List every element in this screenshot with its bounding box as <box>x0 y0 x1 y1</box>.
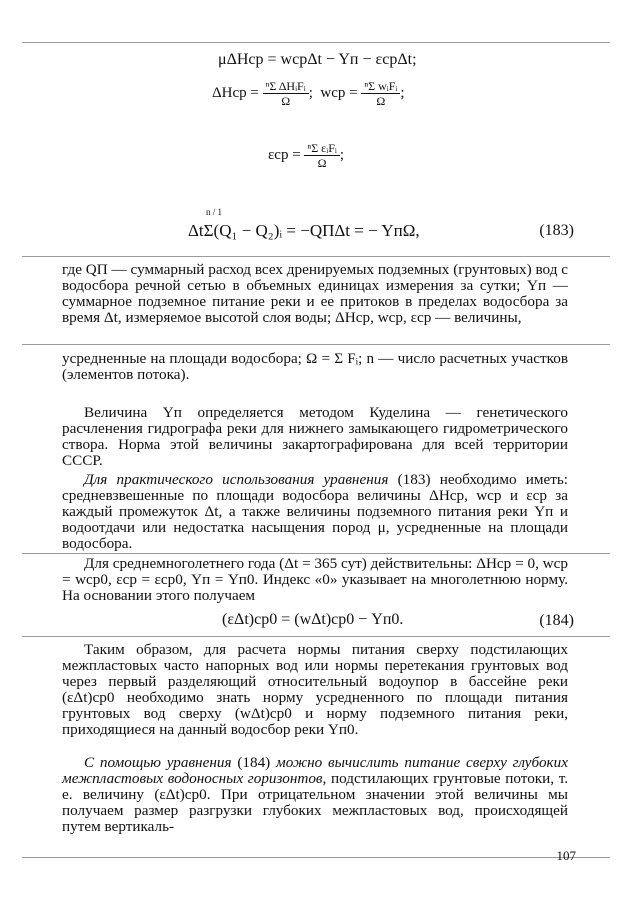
eq3-denominator: Ω <box>317 156 327 170</box>
equation-epsilon <box>268 142 344 169</box>
deep-rest: подстилающих грунтовые потоки, т. е. величину (εΔt)ср0. При отрицательном значении этой величины мы получаем размер разгрузки глубоких межпластовых вод, происходящей путем вертикаль- <box>62 770 568 835</box>
eq2-denominator: Ω <box>281 94 291 108</box>
eq2-end: ; <box>400 84 405 101</box>
eq2-denominator-b: Ω <box>376 94 386 108</box>
equation-balance: μΔHср = wсрΔt − Yп − εсрΔt; <box>218 51 417 68</box>
paragraph-long-term-text: Для среднемноголетнего года (Δt = 365 сут) действительны: ΔHср = 0, wср = wср0, εср = εср0, Yп = Yп0. Индекс «0» указывает на многолетнюю норму. На основании этого получаем <box>62 555 568 604</box>
practical-rest: (183) необходимо иметь: средневзвешенные по площади водосбора величины ΔHср, wср и εср за каждый промежуток Δt, а также величины подземного питания реки Yп и водоотдачи или недостатка насыщения пород μ, усредненные на площади водосбора. <box>62 471 569 552</box>
page-number: 107 <box>556 848 576 863</box>
paragraph-definitions <box>62 262 568 326</box>
paragraph-averaged-text: усредненные на площади водосбора; Ω = Σ Fᵢ; n — число расчетных участков (элементов потока). <box>62 350 568 383</box>
equation-184: (εΔt)ср0 = (wΔt)ср0 − Yп0. <box>222 611 404 628</box>
paragraph-kudelin <box>62 405 568 469</box>
rule-4 <box>22 636 610 637</box>
rule-3 <box>22 553 610 554</box>
rule-top <box>22 42 610 43</box>
paragraph-practical <box>62 472 568 552</box>
deep-eq-ref: (184) <box>237 754 271 771</box>
equation-183: ΔtΣ(Q₁ − Q₂)ᵢ = −QПΔt = − YпΩ, <box>188 221 420 240</box>
paragraph-deep-aquifers <box>62 755 568 835</box>
rule-1 <box>22 256 610 257</box>
deep-italic-c: можно вычислить питание сверху глубоких межпластовых водоносных горизонтов, <box>62 754 568 787</box>
deep-italic-a: С помощью уравнения <box>84 754 232 771</box>
eq3-end: ; <box>339 146 344 163</box>
eq3-lhs: εср = <box>268 146 301 163</box>
eq2-fraction <box>263 80 309 107</box>
paragraph-conclusion-text: Таким образом, для расчета нормы питания сверху подстилающих межпластовых часто напорных вод или нормы перетекания грунтовых вод через первый разделяющий относительный водоупор в бассейне реки (εΔt)ср0 необходимо знать норму усредненного по площади питания грунтовых вод сверху (wΔt)ср0 и норму подземного питания реки, приходящиеся на данный водосбор реки Yп0. <box>62 641 568 738</box>
equation-183-limits: n / 1 <box>206 207 223 217</box>
eq2-fraction-b <box>361 80 400 107</box>
paragraph-deep-aquifers-text <box>62 755 568 835</box>
paragraph-long-term <box>62 556 568 604</box>
paragraph-conclusion <box>62 642 568 738</box>
eq3-fraction <box>304 142 339 169</box>
equation-number-184: (184) <box>539 612 574 629</box>
practical-italic-lead: Для практического использования уравнения <box>84 471 389 488</box>
equation-averages <box>212 80 405 107</box>
rule-bottom <box>22 857 610 858</box>
eq2-numerator-b: ⁿΣ wᵢFᵢ <box>361 80 400 94</box>
eq2-separator: ; <box>308 84 313 101</box>
eq3-numerator: ⁿΣ εᵢFᵢ <box>304 142 339 156</box>
eq2-lhs: ΔHср = <box>212 84 259 101</box>
paragraph-practical-text <box>62 472 568 552</box>
equation-number-183: (183) <box>539 222 574 239</box>
eq2-lhs-b: wср = <box>320 84 358 101</box>
eq2-numerator: ⁿΣ ΔHᵢFᵢ <box>263 80 309 94</box>
paragraph-averaged <box>62 351 568 383</box>
paragraph-kudelin-text: Величина Yп определяется методом Куделина — генетического расчленения гидрографа реки для нижнего замыкающего гидрометрического створа. Норма этой величины закартографирована для всей территории СССР. <box>62 404 568 469</box>
rule-2 <box>22 344 610 345</box>
paragraph-definitions-text: где QП — суммарный расход всех дренируемых подземных (грунтовых) вод с водосбора речной сетью в объемных единицах измерения за сутки; Yп — суммарное подземное питание реки и ее притоков в пределах водосбора за время Δt, измеряемое высотой слоя воды; ΔHср, wср, εср — величины, <box>62 261 568 326</box>
